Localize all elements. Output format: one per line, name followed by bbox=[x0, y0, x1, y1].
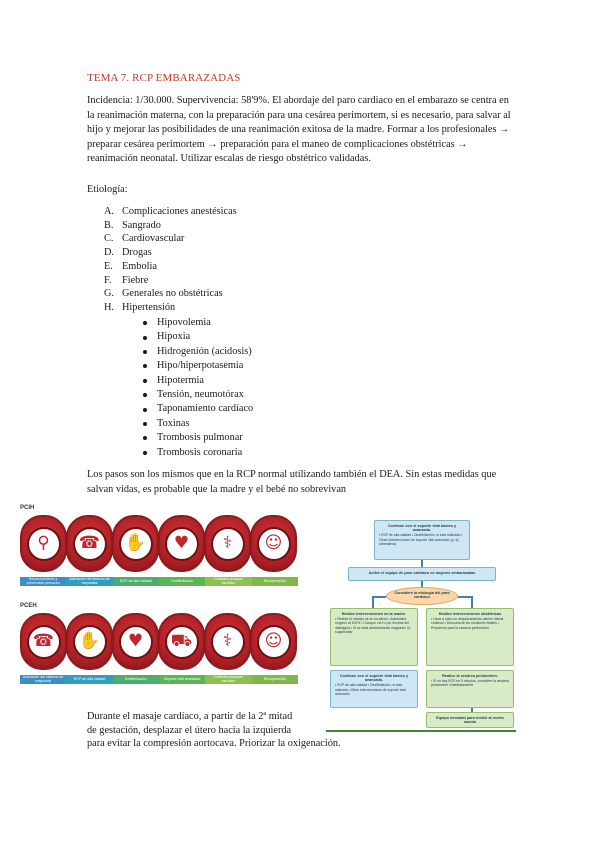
chain-link-ring bbox=[211, 527, 245, 561]
flow-right-title: Realice intervenciones obstétricas bbox=[438, 612, 502, 616]
chain-link-ring bbox=[73, 625, 107, 659]
etiologia-letter: B. bbox=[104, 219, 114, 231]
flow-left-title: Realice intervenciones en la madre. bbox=[341, 612, 407, 616]
monitor-icon: ☎ bbox=[78, 533, 101, 553]
etiologia-item bbox=[104, 205, 237, 219]
ambulance-icon: ⛟ bbox=[170, 631, 193, 651]
etiologia-letter: A. bbox=[104, 206, 115, 217]
flow-left-items: • Realice el manejo de la vía aérea • Administre oxígeno al 100% • Coloque vía IV por encima del diafragma • Si se está administrando magnesio IV, suspéndalo bbox=[335, 617, 411, 634]
chain-bar: RCP de alta calidad bbox=[66, 675, 112, 684]
etiologia-text: Complicaciones anestésicas bbox=[122, 206, 237, 217]
intro-paragraph: Incidencia: 1/30.000. Supervivencia: 58'9%. El abordaje del paro cardiaco en el embarazo se centra en la reanimación materna, con la preparación para una cesárea perimortem, si es necesario, para salvar al hijo y mejorar las posibilidades de una reanimación exitosa de la madre. Formar a los profesionales → preparar cesárea perimortem → preparación para el maneo de complicaciones obstétricas → reanimación neonatal. Utilizar escalas de riesgo obstétrico validadas. bbox=[87, 95, 511, 165]
flow-box-neonatal bbox=[426, 712, 514, 728]
chain-link bbox=[112, 515, 159, 572]
phone-icon: ☎ bbox=[32, 631, 55, 651]
etiologia-item bbox=[104, 219, 237, 233]
etiologia-letter: G. bbox=[104, 288, 115, 300]
etiologia-label: Etiología: bbox=[87, 184, 128, 195]
bed-icon: ⚕ bbox=[222, 631, 233, 651]
chain-link-ring bbox=[27, 527, 61, 561]
hipertension-text: Toxinas bbox=[157, 417, 190, 429]
search-icon: ⚲ bbox=[37, 533, 50, 553]
chain-link bbox=[20, 613, 67, 670]
hipertension-text: Hipotermia bbox=[157, 374, 204, 386]
chain-bar: Cuidados posparo cardíaco bbox=[205, 675, 251, 684]
etiologia-letter: F. bbox=[104, 274, 112, 286]
flow-box-cesarea bbox=[426, 670, 514, 708]
hipertension-item bbox=[143, 431, 253, 445]
flow-right2-items: • Si no hay RCE en 5 minutos, considere la cesárea perimortem inmediatamente bbox=[431, 679, 509, 688]
hipertension-item bbox=[143, 417, 253, 431]
chain-link bbox=[66, 515, 113, 572]
bullet-icon bbox=[143, 350, 147, 354]
flow-box-maternal bbox=[330, 608, 418, 666]
etiologia-text: Hipertensión bbox=[122, 301, 176, 313]
hipertension-item bbox=[143, 359, 253, 373]
chain-link-ring bbox=[119, 625, 153, 659]
masaje-line: de gestación, desplazar el útero hacia la izquierda bbox=[87, 724, 292, 736]
etiologia-letter: E. bbox=[104, 260, 113, 272]
hipertension-text: Trombosis coronaria bbox=[157, 446, 243, 458]
chain-bar: RCP de alta calidad bbox=[113, 577, 159, 586]
heart-shock-icon: ♥ bbox=[127, 631, 144, 651]
chain-bar: Activación del sistema de respuesta bbox=[20, 675, 66, 684]
hands-icon: ✋ bbox=[124, 533, 147, 553]
flow-arrow bbox=[421, 560, 423, 567]
chain-bar: Reconocimiento y prevención precoces bbox=[20, 577, 66, 586]
hipertension-item bbox=[143, 330, 253, 344]
flow-box-top bbox=[374, 520, 470, 560]
masaje-line: para evitar la compresión aortocava. Priorizar la oxigenación. bbox=[87, 738, 341, 750]
chain-link bbox=[250, 613, 297, 670]
flow-arrow bbox=[372, 596, 374, 608]
hipertension-text: Hidrogenión (acidosis) bbox=[157, 345, 252, 357]
flow-arrow bbox=[458, 596, 472, 598]
chain-link bbox=[158, 515, 205, 572]
chain-link-ring bbox=[257, 625, 291, 659]
etiologia-text: Drogas bbox=[122, 247, 152, 259]
chain-link-ring bbox=[211, 625, 245, 659]
etiologia-item bbox=[104, 301, 237, 315]
chain-link bbox=[20, 515, 67, 572]
flow-top-title: Continúe con el soporte vital básico y avanzado. bbox=[387, 524, 457, 533]
masaje-line: Durante el masaje cardíaco, a partir de la 2ª mitad bbox=[87, 711, 293, 722]
hipertension-item bbox=[143, 446, 253, 460]
chain-link-ring bbox=[165, 527, 199, 561]
chain-links bbox=[20, 613, 298, 673]
flow-left2-items: • RCP de alta calidad • Desfibrilación, si está indicada • Otras intervenciones de soporte vital avanzado bbox=[335, 683, 406, 696]
etiologia-item bbox=[104, 246, 237, 260]
flow-box-continue bbox=[330, 670, 418, 708]
chain-label: PCIH bbox=[20, 505, 35, 511]
chain-link-ring bbox=[119, 527, 153, 561]
hipertension-text: Taponamiento cardíaco bbox=[157, 403, 254, 415]
chain-bars bbox=[20, 577, 298, 586]
chain-link bbox=[204, 613, 251, 670]
chain-link bbox=[250, 515, 297, 572]
flow-box-activate bbox=[348, 567, 496, 581]
flow-consider: Considere la etiología del paro cardíaco bbox=[394, 591, 450, 600]
bullet-icon bbox=[143, 451, 147, 455]
etiologia-item bbox=[104, 287, 237, 301]
chain-link bbox=[66, 613, 113, 670]
hipertension-text: Hipoxia bbox=[157, 331, 191, 343]
flow-left2-title: Continúe con el soporte vital básico y avanzado. bbox=[339, 674, 409, 683]
bullet-icon bbox=[143, 436, 147, 440]
etiologia-list bbox=[104, 205, 237, 315]
page-title: TEMA 7. RCP EMBARAZADAS bbox=[87, 72, 241, 84]
chain-link bbox=[204, 515, 251, 572]
chain-bar: Desfibrilación bbox=[159, 577, 205, 586]
bullet-icon bbox=[143, 422, 147, 426]
chain-link bbox=[112, 613, 159, 670]
chain-bar: Recuperación bbox=[252, 675, 298, 684]
chain-link-ring bbox=[27, 625, 61, 659]
chain-bar: Activación del sistema de respuesta bbox=[66, 577, 112, 586]
etiologia-letter: C. bbox=[104, 233, 114, 245]
bullet-icon bbox=[143, 364, 147, 368]
flowchart bbox=[326, 520, 516, 732]
hipertension-item bbox=[143, 402, 253, 416]
etiologia-letter: D. bbox=[104, 247, 115, 259]
chain-link-ring bbox=[257, 527, 291, 561]
masaje-paragraph bbox=[87, 710, 341, 751]
etiologia-item bbox=[104, 274, 237, 288]
etiologia-text: Fiebre bbox=[122, 274, 149, 286]
chain-link bbox=[158, 613, 205, 670]
etiologia-letter: H. bbox=[104, 301, 115, 313]
chain-of-survival-pceh bbox=[20, 603, 298, 684]
chain-bars bbox=[20, 675, 298, 684]
hipertension-text: Trombosis pulmonar bbox=[157, 432, 243, 444]
flow-box-obstetric bbox=[426, 608, 514, 666]
etiologia-text: Generales no obstétricas bbox=[122, 288, 223, 300]
chain-links bbox=[20, 515, 298, 575]
hipertension-item bbox=[143, 374, 253, 388]
chain-of-survival-pcih bbox=[20, 505, 298, 586]
flow-activate: Active el equipo de paro cardíaco en mujeres embarazadas bbox=[368, 571, 476, 575]
pasos-paragraph: Los pasos son los mismos que en la RCP normal utilizando también el DEA. Sin estas medidas que salvan vidas, es probable que la madre y el bebé no sobrevivan bbox=[87, 469, 497, 495]
flow-baseline bbox=[326, 730, 516, 732]
flow-diamond-consider bbox=[386, 587, 458, 605]
hipertension-text: Hipo/hiperpotasemia bbox=[157, 360, 244, 372]
chain-link-ring bbox=[165, 625, 199, 659]
chain-bar: Recuperación bbox=[252, 577, 298, 586]
flow-top-items: • RCP de alta calidad • Desfibrilación, si está indicada • Otras intervenciones de soporte vital avanzado (p. ej., adrenalina) bbox=[379, 533, 462, 546]
family-icon: ☺ bbox=[264, 631, 283, 651]
flow-neonatal: Equipo neonatal para recibir al recién nacido bbox=[436, 716, 504, 725]
bullet-icon bbox=[143, 408, 147, 412]
hipertension-item bbox=[143, 345, 253, 359]
etiologia-item bbox=[104, 232, 237, 246]
chain-bar: Cuidados posparo cardíaco bbox=[205, 577, 251, 586]
bullet-icon bbox=[143, 379, 147, 383]
hipertension-item bbox=[143, 316, 253, 330]
bed-icon: ⚕ bbox=[222, 533, 233, 553]
etiologia-item bbox=[104, 260, 237, 274]
chain-bar: Desfibrilación bbox=[113, 675, 159, 684]
flow-right-items: • Lleve a cabo un desplazamiento uterino lateral continuo • Desconecte los monitores fetales • Prepárese para la cesárea perimortem bbox=[431, 617, 504, 630]
family-icon: ☺ bbox=[264, 533, 283, 553]
hipertension-text: Hipovolemia bbox=[157, 317, 211, 328]
hipertension-sublist bbox=[143, 316, 253, 460]
etiologia-text: Embolia bbox=[122, 260, 157, 272]
bullet-icon bbox=[143, 336, 147, 340]
bullet-icon bbox=[143, 321, 147, 325]
etiologia-text: Sangrado bbox=[122, 219, 161, 231]
etiologia-text: Cardiovascular bbox=[122, 233, 185, 245]
heart-shock-icon: ♥ bbox=[173, 533, 190, 553]
hipertension-text: Tensión, neumotórax bbox=[157, 389, 244, 401]
flow-arrow bbox=[372, 596, 386, 598]
bullet-icon bbox=[143, 393, 147, 397]
chain-bar: Soporte vital avanzado bbox=[159, 675, 205, 684]
hands-icon: ✋ bbox=[78, 631, 101, 651]
chain-link-ring bbox=[73, 527, 107, 561]
chain-label: PCEH bbox=[20, 603, 37, 609]
flow-arrow bbox=[471, 596, 473, 608]
flow-right2-title: Realice la cesárea perimortem. bbox=[442, 674, 498, 678]
hipertension-item bbox=[143, 388, 253, 402]
